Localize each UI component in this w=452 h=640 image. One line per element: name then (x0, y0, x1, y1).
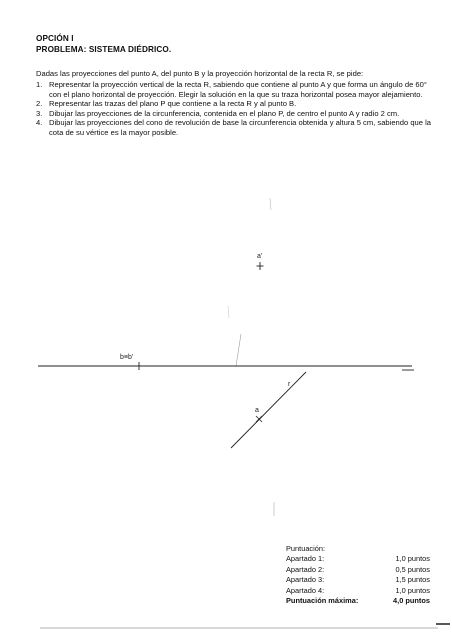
score-value: 0,5 puntos (395, 564, 430, 574)
intro-text: Dadas las proyecciones del punto A, del punto B y la proyección horizontal de la recta R, se pide: (36, 69, 364, 78)
label-b: b≡b' (120, 354, 134, 361)
scoring-box (286, 544, 430, 606)
stray-mark (236, 334, 241, 366)
task-number: 3. (36, 108, 43, 118)
score-label: Apartado 3: (286, 575, 325, 585)
score-value: 1,0 puntos (395, 585, 430, 595)
score-total-label: Puntuación máxima: (286, 596, 359, 606)
score-total-row (286, 596, 430, 606)
stray-mark (228, 306, 229, 318)
line-r-horizontal-projection (231, 372, 306, 448)
task-text: Representar la proyección vertical de la recta R, sabiendo que contiene al punto A y que forma un ángulo de 60° con el plano horizontal de proyección. Elegir la solución en la que su traza horizontal posea mayor alejamiento. (49, 80, 427, 99)
problem-title: PROBLEMA: SISTEMA DIÉDRICO. (36, 45, 172, 54)
score-label: Apartado 2: (286, 564, 325, 574)
score-row (286, 575, 430, 585)
task-text: Dibujar las proyecciones del cono de revolución de base la circunferencia obtenida y altura 5 cm, sabiendo que la cota de su vértice es la mayor posible. (49, 118, 432, 137)
score-row (286, 554, 430, 564)
option-title: OPCIÓN I (36, 34, 74, 43)
score-row (286, 586, 430, 596)
label-a-prime: a' (257, 253, 263, 260)
score-total-value: 4,0 puntos (393, 596, 430, 606)
scoring-heading: Puntuación: (286, 544, 326, 553)
label-a: a (255, 407, 259, 414)
score-value: 1,5 puntos (395, 575, 430, 585)
score-label: Apartado 4: (286, 585, 325, 595)
score-value: 1,0 puntos (395, 554, 430, 564)
stray-mark (270, 198, 271, 210)
task-text: Dibujar las proyecciones de la circunferencia, contenida en el plano P, de centro el punto A y radio 2 cm. (49, 108, 400, 118)
label-r: r (288, 381, 291, 388)
score-label: Apartado 1: (286, 554, 325, 564)
task-text: Representar las trazas del plano P que contiene a la recta R y al punto B. (49, 99, 297, 109)
task-number: 2. (36, 99, 43, 109)
task-number: 1. (36, 80, 43, 89)
task-number: 4. (36, 118, 43, 128)
score-row (286, 565, 430, 575)
